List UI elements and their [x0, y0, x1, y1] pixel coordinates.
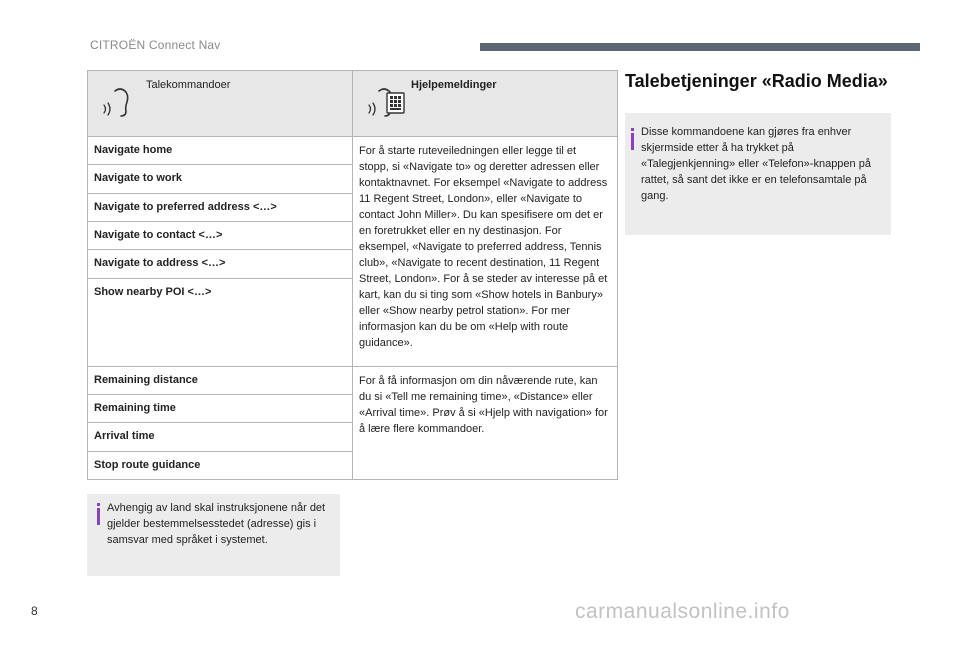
watermark: carmanualsonline.info — [575, 600, 790, 623]
command-cell: Remaining time — [88, 395, 353, 423]
info-icon — [97, 503, 100, 506]
page-number: 8 — [31, 604, 38, 618]
info-bar — [631, 133, 634, 150]
help-cell: For å starte ruteveiledningen eller legge til et stopp, si «Navigate to» og deretter adressen eller kontaktnavnet. For eksempel «Navigate to address 11 Regent Street, London», eller «Navigate to contact John Miller». Du kan spesifisere om det er en foretrukket eller en ny destinasjon. For eksempel, «Navigate to preferred address, Tennis club», «Navigate to recent destination, 11 Regent Street, London». For å se steder av interesse på et kart, kan du si ting som «Show hotels in Banbury» eller «Show nearby petrol station». For mer informasjon kan du be om «Help with route guidance». — [353, 137, 618, 367]
command-cell: Stop route guidance — [88, 451, 353, 479]
command-cell: Navigate to work — [88, 165, 353, 193]
column-header-commands — [88, 71, 353, 137]
voice-command-icon — [102, 85, 136, 124]
help-cell: For å få informasjon om din nåværende rute, kan du si «Tell me remaining time», «Distance» eller «Arrival time». Prøv å si «Hjelp with navigation» for å lære flere kommandoer. — [353, 366, 618, 479]
command-cell: Navigate to contact <…> — [88, 222, 353, 250]
command-cell: Arrival time — [88, 423, 353, 451]
info-bar — [97, 508, 100, 525]
section-title: Talebetjeninger «Radio Media» — [625, 71, 888, 91]
header-bar — [480, 43, 920, 51]
command-cell: Remaining distance — [88, 366, 353, 394]
language-note — [87, 494, 340, 576]
command-cell: Navigate home — [88, 137, 353, 165]
command-cell: Navigate to preferred address <…> — [88, 193, 353, 221]
column-header-help-label: Hjelpemeldinger — [411, 79, 497, 91]
voice-help-icon — [367, 85, 407, 126]
command-cell: Show nearby POI <…> — [88, 278, 353, 366]
info-icon — [631, 128, 634, 131]
voice-commands-table — [87, 70, 618, 480]
column-header-help — [353, 71, 618, 137]
column-header-commands-label: Talekommandoer — [146, 79, 231, 91]
manual-title: CITROËN Connect Nav — [90, 38, 221, 52]
command-cell: Navigate to address <…> — [88, 250, 353, 278]
info-text: Disse kommandoene kan gjøres fra enhver skjermside etter å ha trykket på «Talegjenkjenning» eller «Telefon»-knappen på rattet, så sant det ikke er en telefonsamtale på gang. — [641, 126, 871, 202]
radio-media-info — [625, 113, 891, 235]
note-text: Avhengig av land skal instruksjonene når det gjelder bestemmelsesstedet (adresse) gis i samsvar med språket i systemet. — [107, 502, 326, 546]
